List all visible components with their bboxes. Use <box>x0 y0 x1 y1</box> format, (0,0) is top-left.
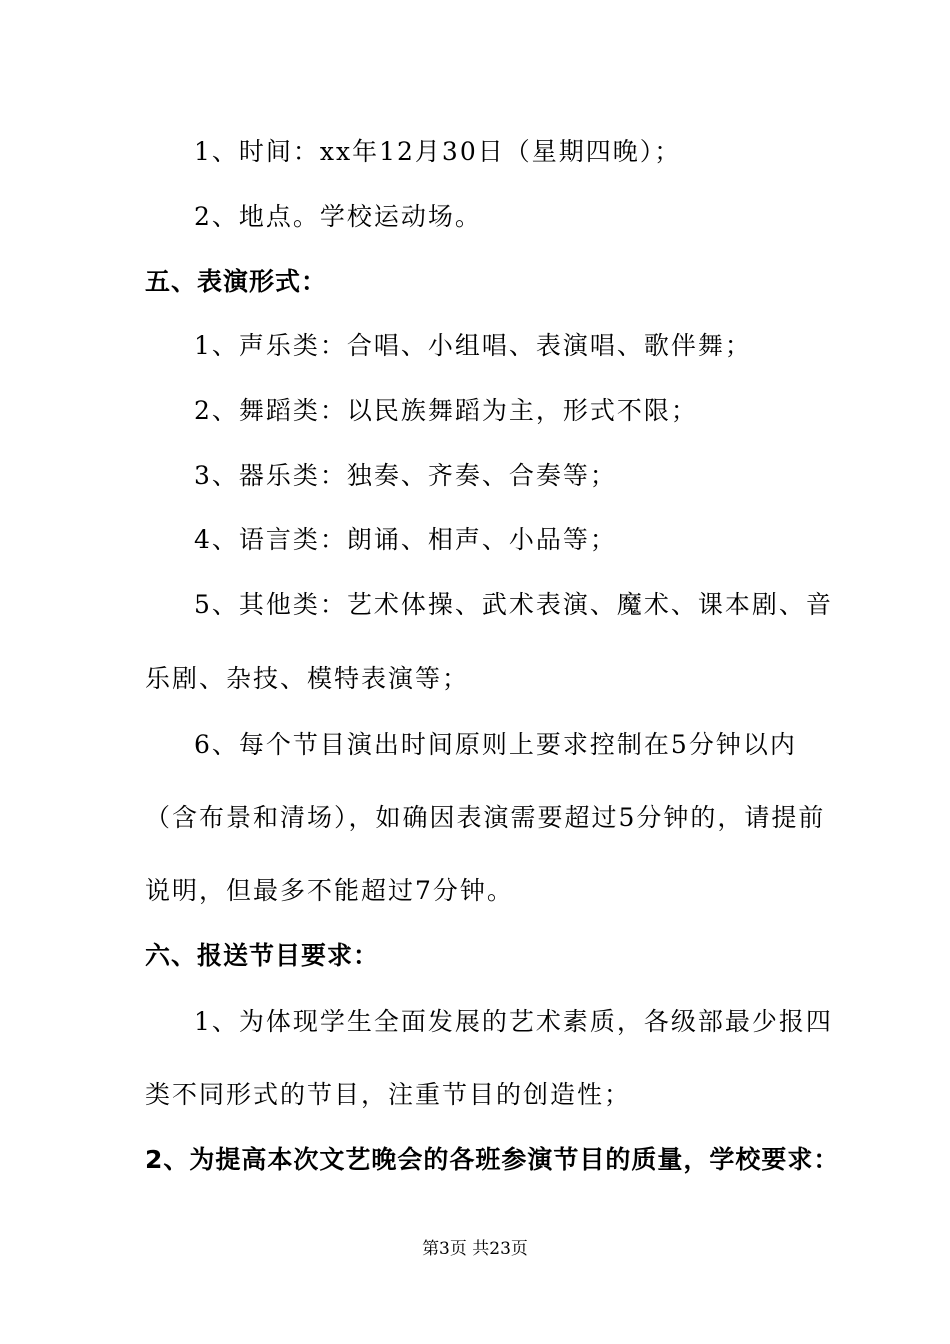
list-item-location: 2、地点。学校运动场。 <box>194 202 482 231</box>
list-item-language: 4、语言类：朗诵、相声、小品等； <box>194 525 617 554</box>
list-item-dance: 2、舞蹈类：以民族舞蹈为主，形式不限； <box>194 396 698 425</box>
section-heading-performance-forms: 五、表演形式： <box>145 267 328 296</box>
list-item-other-line2: 乐剧、杂技、模特表演等； <box>145 664 470 693</box>
section-heading-submission-requirements: 六、报送节目要求： <box>145 941 380 970</box>
list-item-requirement1-line2: 类不同形式的节目，注重节目的创造性； <box>145 1080 632 1109</box>
list-item-duration-line3: 说明，但最多不能超过7分钟。 <box>145 876 514 905</box>
list-item-requirement2: 2、为提高本次文艺晚会的各班参演节目的质量，学校要求： <box>145 1145 840 1174</box>
list-item-time: 1、时间：xx年12月30日（星期四晚）； <box>194 137 682 166</box>
page-number-footer: 第3页 共23页 <box>422 1239 528 1259</box>
list-item-duration-line1: 6、每个节目演出时间原则上要求控制在5分钟以内 <box>194 730 797 759</box>
list-item-requirement1-line1: 1、为体现学生全面发展的艺术素质，各级部最少报四 <box>194 1007 833 1036</box>
list-item-vocal: 1、声乐类：合唱、小组唱、表演唱、歌伴舞； <box>194 331 752 360</box>
list-item-other-line1: 5、其他类：艺术体操、武术表演、魔术、课本剧、音 <box>194 590 833 619</box>
list-item-instrumental: 3、器乐类：独奏、齐奏、合奏等； <box>194 461 617 490</box>
list-item-duration-line2: （含布景和清场），如确因表演需要超过5分钟的，请提前 <box>145 803 826 832</box>
